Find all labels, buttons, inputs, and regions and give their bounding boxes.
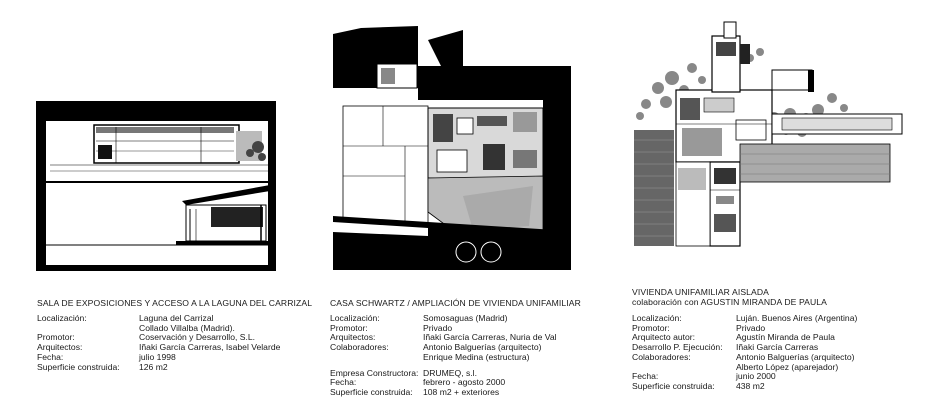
spec-value: Privado bbox=[736, 322, 766, 333]
spec-label: Superficie construida: bbox=[37, 361, 120, 372]
spec-label: Fecha: bbox=[37, 351, 64, 362]
spec-value: Antonio Balguerías (arquitecto) bbox=[423, 342, 542, 353]
spec-value: Coservación y Desarrollo, S.L. bbox=[139, 332, 256, 343]
project-title bbox=[37, 298, 312, 308]
spec-row bbox=[330, 388, 557, 398]
spec-value: Enrique Medina (estructura) bbox=[423, 351, 530, 362]
spec-label: Superficie construida: bbox=[632, 380, 715, 391]
drawing-carrizal-plan-section bbox=[36, 101, 276, 271]
spec-label bbox=[330, 353, 423, 363]
drawing-vivienda-lujan-plan bbox=[632, 18, 908, 250]
project-title-line: SALA DE EXPOSICIONES Y ACCESO A LA LAGUNA DEL CARRIZAL bbox=[37, 298, 313, 308]
spec-value: febrero - agosto 2000 bbox=[423, 377, 506, 388]
spec-label: Localización: bbox=[37, 313, 87, 323]
project-specs bbox=[632, 314, 857, 392]
project-title bbox=[632, 287, 827, 307]
spec-value: Privado bbox=[423, 322, 453, 333]
project-title-line: CASA SCHWARTZ / AMPLIACIÓN DE VIVIENDA UNIFAMILIAR bbox=[330, 298, 581, 308]
spec-value: 126 m2 bbox=[139, 361, 168, 372]
spec-label: Fecha: bbox=[632, 371, 659, 382]
spec-label: Localización: bbox=[330, 313, 380, 323]
project-title-line: VIVIENDA UNIFAMILIAR AISLADA bbox=[632, 287, 770, 297]
project-specs bbox=[330, 314, 557, 398]
spec-label: Desarrollo P. Ejecución: bbox=[632, 342, 723, 353]
spec-value: 108 m2 + exteriores bbox=[423, 386, 500, 397]
spec-value: junio 2000 bbox=[736, 371, 776, 382]
spec-value: DRUMEQ, s.l. bbox=[423, 367, 477, 378]
spec-label: Arquitectos: bbox=[330, 332, 376, 343]
spec-value: Laguna del Carrizal bbox=[139, 313, 214, 323]
spec-label: Promotor: bbox=[37, 332, 75, 343]
spec-row bbox=[330, 353, 557, 363]
spec-row bbox=[37, 363, 280, 373]
spec-label: Arquitecto autor: bbox=[632, 332, 696, 343]
spec-row bbox=[632, 382, 857, 392]
spec-value: Alberto López (aparejador) bbox=[736, 361, 839, 372]
spec-value: Luján. Buenos Aires (Argentina) bbox=[736, 313, 858, 323]
spec-label: Promotor: bbox=[330, 322, 368, 333]
spec-label: Localización: bbox=[632, 313, 682, 323]
spec-value: Somosaguas (Madrid) bbox=[423, 313, 508, 323]
spec-value: Collado Villalba (Madrid). bbox=[139, 322, 235, 333]
spec-label: Colaboradores: bbox=[632, 351, 691, 362]
spec-value: 438 m2 bbox=[736, 380, 765, 391]
spec-label: Fecha: bbox=[330, 377, 357, 388]
spec-label: Colaboradores: bbox=[330, 342, 389, 353]
spec-label: Arquitectos: bbox=[37, 342, 83, 353]
project-title bbox=[330, 298, 581, 308]
project-specs bbox=[37, 314, 280, 372]
project-title-line: colaboración con AGUSTIN MIRANDA DE PAULA bbox=[632, 297, 827, 307]
spec-value: Agustín Miranda de Paula bbox=[736, 332, 835, 343]
spec-value: Iñaki García Carreras bbox=[736, 342, 819, 353]
spec-label: Empresa Constructora: bbox=[330, 367, 419, 378]
spec-value: Iñaki García Carreras, Isabel Velarde bbox=[139, 342, 281, 353]
spec-value: julio 1998 bbox=[139, 351, 176, 362]
spec-label: Promotor: bbox=[632, 322, 670, 333]
spec-value: Iñaki García Carreras, Nuria de Val bbox=[423, 332, 557, 343]
spec-value: Antonio Balguerías (arquitecto) bbox=[736, 351, 855, 362]
spec-label: Superficie construida: bbox=[330, 386, 413, 397]
drawing-casa-schwartz-plan bbox=[333, 26, 571, 270]
